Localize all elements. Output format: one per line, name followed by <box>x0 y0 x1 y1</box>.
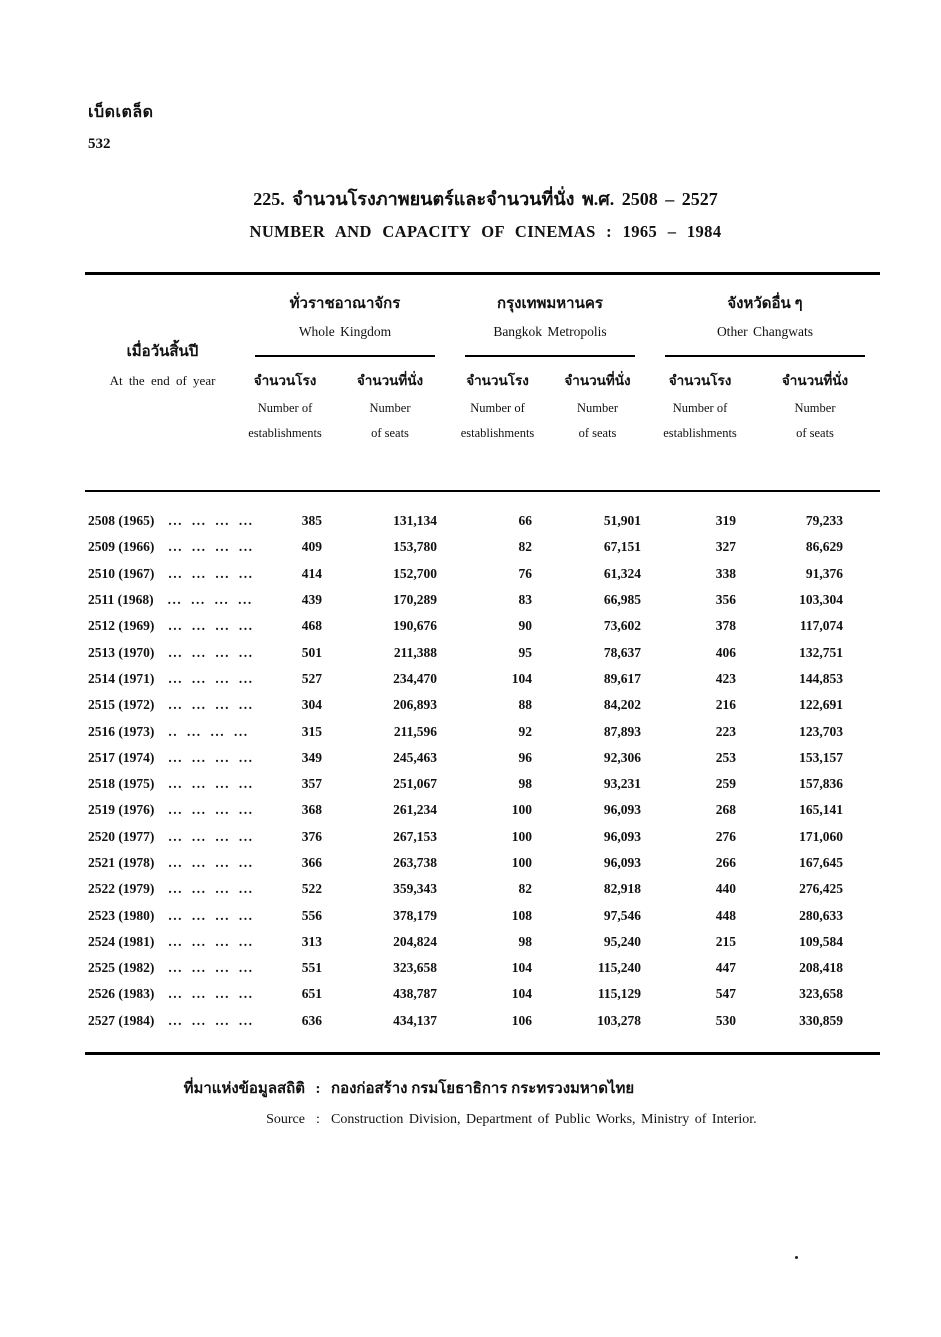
table-row <box>85 718 880 744</box>
cell-other-changwats-seats: 330,859 <box>799 1012 843 1028</box>
row-year: 2519 (1976) <box>88 802 155 818</box>
cell-bangkok-seats: 92,306 <box>603 749 641 765</box>
cell-other-changwats-establishments: 223 <box>715 723 736 739</box>
row-year-cell <box>85 828 254 845</box>
row-leader-dots: ... ... ... ... <box>168 1012 254 1028</box>
cell-bangkok-seats: 103,278 <box>597 1012 641 1028</box>
cell-other-changwats-seats: 208,418 <box>799 960 843 976</box>
cell-other-changwats-seats: 122,691 <box>799 697 843 713</box>
table-title-english: NUMBER AND CAPACITY OF CINEMAS : 1965 – 1984 <box>249 222 722 241</box>
table-title-thai: 225. จำนวนโรงภาพยนตร์และจำนวนที่นั่ง พ.ศ. 2508 – 2527 <box>253 189 718 209</box>
row-year-cell <box>85 881 254 897</box>
cell-other-changwats-establishments: 216 <box>715 697 736 713</box>
row-year: 2512 (1969) <box>88 618 155 634</box>
table-row <box>85 929 880 955</box>
cell-bangkok-establishments: 98 <box>518 776 532 792</box>
cell-other-changwats-seats: 280,633 <box>799 907 843 923</box>
row-year: 2520 (1977) <box>88 828 155 844</box>
cell-bangkok-seats: 51,901 <box>603 513 641 529</box>
subheader-english-2: establishments <box>663 426 737 440</box>
row-leader-dots: ... ... ... ... <box>168 539 254 555</box>
cell-other-changwats-establishments: 319 <box>715 513 736 529</box>
row-leader-dots: ... ... ... ... <box>168 513 254 529</box>
cell-whole-kingdom-establishments: 368 <box>301 802 322 818</box>
cell-other-changwats-seats: 109,584 <box>799 933 843 949</box>
column-group-bangkok-metropolis <box>450 275 650 441</box>
row-leader-dots: ... ... ... ... <box>168 881 254 897</box>
row-year-cell <box>85 1012 254 1029</box>
cell-other-changwats-seats: 117,074 <box>799 618 843 634</box>
row-year-cell <box>85 933 254 950</box>
cell-whole-kingdom-establishments: 439 <box>301 592 322 608</box>
cell-whole-kingdom-seats: 267,153 <box>393 828 437 844</box>
subheader-english-2: establishments <box>248 426 322 440</box>
row-year: 2513 (1970) <box>88 644 155 660</box>
cell-whole-kingdom-establishments: 556 <box>301 907 322 923</box>
subheader-thai: จำนวนที่นั่ง <box>564 373 631 388</box>
row-year: 2517 (1974) <box>88 749 155 765</box>
page-category-label: เบ็ดเตล็ด <box>88 104 154 121</box>
row-year-cell <box>85 513 254 529</box>
cinema-statistics-table <box>85 272 880 1055</box>
row-year: 2521 (1978) <box>88 855 155 870</box>
cell-bangkok-seats: 89,617 <box>603 670 641 686</box>
table-row <box>85 639 880 665</box>
source-label-thai: ที่มาแห่งข้อมูลสถิติ <box>183 1081 305 1097</box>
subheader-english-1: Number <box>369 401 411 415</box>
cell-bangkok-seats: 95,240 <box>603 933 641 949</box>
source-note <box>85 1076 865 1128</box>
cell-other-changwats-seats: 132,751 <box>799 644 843 660</box>
subheader-english-2: of seats <box>796 426 834 440</box>
cell-other-changwats-establishments: 327 <box>715 539 736 555</box>
cell-whole-kingdom-seats: 263,738 <box>393 855 437 870</box>
row-year: 2518 (1975) <box>88 776 155 792</box>
cell-whole-kingdom-seats: 359,343 <box>393 881 437 897</box>
cell-whole-kingdom-seats: 190,676 <box>393 618 437 634</box>
row-leader-dots: ... ... ... ... <box>168 644 254 660</box>
cell-bangkok-establishments: 104 <box>511 670 532 686</box>
cell-other-changwats-establishments: 253 <box>715 749 736 765</box>
cell-bangkok-establishments: 108 <box>511 907 532 923</box>
cell-other-changwats-seats: 167,645 <box>799 855 843 870</box>
group-label-english: Bangkok Metropolis <box>493 324 607 339</box>
subheader-english-1: Number of <box>257 401 313 415</box>
table-row <box>85 587 880 613</box>
cell-bangkok-establishments: 92 <box>518 723 532 739</box>
cell-bangkok-seats: 78,637 <box>603 644 641 660</box>
page-corner <box>88 100 154 153</box>
cell-bangkok-seats: 67,151 <box>603 539 641 555</box>
cell-bangkok-seats: 96,093 <box>603 802 641 818</box>
cell-bangkok-establishments: 104 <box>511 986 532 1002</box>
subheader-establishments <box>240 369 330 441</box>
source-text-thai: กองก่อสร้าง กรมโยธาธิการ กระทรวงมหาดไทย <box>331 1081 635 1097</box>
cell-whole-kingdom-seats: 153,780 <box>393 539 437 555</box>
cell-bangkok-establishments: 95 <box>518 644 532 660</box>
cell-other-changwats-establishments: 447 <box>715 960 736 976</box>
cell-whole-kingdom-establishments: 315 <box>301 723 322 739</box>
subheader-establishments <box>450 369 545 441</box>
source-label-english: Source <box>266 1112 305 1127</box>
table-row <box>85 508 880 534</box>
cell-bangkok-establishments: 83 <box>518 592 532 608</box>
group-label-english: Whole Kingdom <box>298 324 392 339</box>
subheader-seats <box>545 369 650 441</box>
cell-bangkok-seats: 84,202 <box>603 697 641 713</box>
row-year: 2511 (1968) <box>88 592 154 608</box>
subheader-row <box>240 369 450 441</box>
row-year: 2516 (1973) <box>88 723 155 739</box>
table-row <box>85 745 880 771</box>
row-leader-dots: ... ... ... ... <box>168 907 254 923</box>
row-year-cell <box>85 960 254 976</box>
source-line-english <box>85 1112 865 1128</box>
subheader-thai: จำนวนโรง <box>466 373 529 388</box>
row-year: 2514 (1971) <box>88 670 155 686</box>
row-year-cell <box>85 565 254 582</box>
row-leader-dots: .. ... ... ... <box>168 723 249 739</box>
cell-other-changwats-seats: 91,376 <box>805 565 843 581</box>
subheader-english-2: of seats <box>371 426 409 440</box>
row-leader-dots: ... ... ... ... <box>167 592 253 608</box>
cell-bangkok-establishments: 90 <box>518 618 532 634</box>
row-year-cell <box>85 644 254 661</box>
cell-whole-kingdom-establishments: 551 <box>301 960 322 976</box>
cell-bangkok-establishments: 66 <box>518 513 532 529</box>
cell-whole-kingdom-seats: 152,700 <box>393 565 437 581</box>
table-row <box>85 850 880 876</box>
cell-whole-kingdom-seats: 261,234 <box>393 802 437 818</box>
row-year-cell <box>85 618 254 634</box>
subheader-establishments <box>650 369 750 441</box>
subheader-english-2: establishments <box>460 426 535 440</box>
source-text-english: Construction Division, Department of Public Works, Ministry of Interior. <box>331 1112 757 1127</box>
row-year-cell <box>85 539 254 555</box>
subheader-english-1: Number <box>577 401 618 415</box>
cell-other-changwats-seats: 157,836 <box>799 776 843 792</box>
group-underline <box>665 355 865 357</box>
row-year: 2526 (1983) <box>88 986 155 1002</box>
cell-whole-kingdom-seats: 206,893 <box>393 697 437 713</box>
subheader-row <box>650 369 880 441</box>
table-row <box>85 981 880 1007</box>
cell-whole-kingdom-establishments: 414 <box>301 565 322 581</box>
cell-bangkok-establishments: 100 <box>511 802 532 818</box>
row-year-cell <box>85 855 254 871</box>
table-title-block <box>15 184 941 242</box>
row-header <box>85 339 240 389</box>
cell-whole-kingdom-seats: 245,463 <box>393 749 437 765</box>
group-label-english: Other Changwats <box>716 324 814 339</box>
cell-bangkok-seats: 96,093 <box>603 828 641 844</box>
cell-whole-kingdom-seats: 131,134 <box>393 513 437 529</box>
cell-whole-kingdom-seats: 170,289 <box>393 592 437 608</box>
row-year: 2508 (1965) <box>88 513 155 529</box>
row-header-thai: เมื่อวันสิ้นปี <box>126 344 199 360</box>
table-header <box>85 275 880 492</box>
row-leader-dots: ... ... ... ... <box>168 670 254 686</box>
subheader-english-1: Number of <box>470 401 525 415</box>
cell-whole-kingdom-establishments: 313 <box>301 933 322 949</box>
cell-whole-kingdom-seats: 323,658 <box>393 960 437 976</box>
cell-bangkok-establishments: 82 <box>518 539 532 555</box>
cell-other-changwats-establishments: 356 <box>715 592 736 608</box>
cell-whole-kingdom-establishments: 501 <box>301 644 322 660</box>
row-year-cell <box>85 697 254 713</box>
cell-bangkok-seats: 66,985 <box>603 592 641 608</box>
cell-bangkok-seats: 93,231 <box>603 776 641 792</box>
subheader-thai: จำนวนโรง <box>668 373 732 388</box>
row-header-english: At the end of year <box>109 373 216 388</box>
cell-whole-kingdom-seats: 211,596 <box>393 723 437 739</box>
table-body <box>85 492 880 1052</box>
cell-whole-kingdom-establishments: 304 <box>301 697 322 713</box>
subheader-thai: จำนวนที่นั่ง <box>356 373 424 388</box>
cell-bangkok-seats: 115,129 <box>597 986 641 1002</box>
page-number: 532 <box>88 136 111 152</box>
table-row <box>85 666 880 692</box>
group-label-thai: จังหวัดอื่น ๆ <box>727 296 803 312</box>
cell-other-changwats-establishments: 423 <box>715 670 736 686</box>
row-leader-dots: ... ... ... ... <box>168 697 254 713</box>
cell-whole-kingdom-establishments: 385 <box>301 513 322 529</box>
table-row <box>85 876 880 902</box>
cell-whole-kingdom-establishments: 522 <box>301 881 322 897</box>
cell-other-changwats-establishments: 530 <box>715 1012 736 1028</box>
cell-other-changwats-seats: 153,157 <box>799 749 843 765</box>
row-year-cell <box>85 723 249 740</box>
table-row <box>85 771 880 797</box>
row-leader-dots: ... ... ... ... <box>168 933 254 949</box>
cell-other-changwats-seats: 144,853 <box>799 670 843 686</box>
row-leader-dots: ... ... ... ... <box>168 828 254 844</box>
cell-other-changwats-establishments: 266 <box>715 855 736 870</box>
row-year: 2525 (1982) <box>88 960 155 976</box>
subheader-thai: จำนวนที่นั่ง <box>781 373 849 388</box>
cell-whole-kingdom-establishments: 527 <box>301 670 322 686</box>
cell-bangkok-establishments: 88 <box>518 697 532 713</box>
subheader-row <box>450 369 650 441</box>
row-leader-dots: ... ... ... ... <box>168 855 254 870</box>
row-year: 2527 (1984) <box>88 1012 155 1028</box>
cell-whole-kingdom-seats: 234,470 <box>393 670 437 686</box>
cell-other-changwats-seats: 86,629 <box>805 539 843 555</box>
cell-bangkok-establishments: 98 <box>518 933 532 949</box>
cell-bangkok-seats: 115,240 <box>597 960 641 976</box>
column-group-whole-kingdom <box>240 275 450 441</box>
scan-speck-artifact <box>795 1256 798 1259</box>
cell-whole-kingdom-seats: 204,824 <box>393 933 437 949</box>
column-group-other-changwats <box>650 275 880 441</box>
group-label-thai: ทั่วราชอาณาจักร <box>289 296 401 312</box>
row-year-cell <box>85 749 254 766</box>
row-year: 2510 (1967) <box>88 565 155 581</box>
subheader-english-1: Number of <box>672 401 728 415</box>
cell-whole-kingdom-establishments: 376 <box>301 828 322 844</box>
table-row <box>85 561 880 587</box>
cell-whole-kingdom-establishments: 349 <box>301 749 322 765</box>
cell-other-changwats-seats: 165,141 <box>799 802 843 818</box>
row-year: 2523 (1980) <box>88 907 155 923</box>
source-line-thai <box>85 1076 865 1100</box>
row-leader-dots: ... ... ... ... <box>168 749 254 765</box>
cell-whole-kingdom-seats: 378,179 <box>393 907 437 923</box>
row-leader-dots: ... ... ... ... <box>168 960 254 976</box>
cell-other-changwats-establishments: 268 <box>715 802 736 818</box>
row-year: 2509 (1966) <box>88 539 155 555</box>
cell-bangkok-establishments: 106 <box>511 1012 532 1028</box>
cell-bangkok-establishments: 100 <box>511 855 532 870</box>
row-leader-dots: ... ... ... ... <box>168 986 254 1002</box>
row-year-cell <box>85 670 254 687</box>
cell-whole-kingdom-seats: 438,787 <box>393 986 437 1002</box>
cell-whole-kingdom-establishments: 468 <box>301 618 322 634</box>
source-colon: : <box>316 1112 320 1127</box>
subheader-seats <box>750 369 880 441</box>
cell-other-changwats-establishments: 406 <box>715 644 736 660</box>
group-underline <box>255 355 435 357</box>
row-leader-dots: ... ... ... ... <box>168 618 254 634</box>
table-row <box>85 955 880 981</box>
cell-other-changwats-establishments: 378 <box>715 618 736 634</box>
row-year: 2515 (1972) <box>88 697 155 713</box>
cell-bangkok-seats: 61,324 <box>603 565 641 581</box>
row-year-cell <box>85 986 254 1002</box>
cell-other-changwats-establishments: 440 <box>715 881 736 897</box>
cell-other-changwats-establishments: 338 <box>715 565 736 581</box>
cell-bangkok-establishments: 100 <box>511 828 532 844</box>
cell-other-changwats-establishments: 259 <box>715 776 736 792</box>
cell-whole-kingdom-establishments: 636 <box>301 1012 322 1028</box>
subheader-english-2: of seats <box>578 426 617 440</box>
cell-whole-kingdom-seats: 251,067 <box>393 776 437 792</box>
row-year-cell <box>85 802 254 818</box>
row-leader-dots: ... ... ... ... <box>168 565 254 581</box>
source-colon: : <box>315 1081 321 1097</box>
cell-bangkok-seats: 97,546 <box>603 907 641 923</box>
cell-bangkok-seats: 82,918 <box>603 881 641 897</box>
cell-whole-kingdom-establishments: 366 <box>301 855 322 870</box>
cell-other-changwats-seats: 79,233 <box>805 513 843 529</box>
table-row <box>85 692 880 718</box>
table-row <box>85 902 880 928</box>
table-row <box>85 1008 880 1034</box>
cell-other-changwats-seats: 103,304 <box>799 592 843 608</box>
cell-bangkok-seats: 96,093 <box>603 855 641 870</box>
table-row <box>85 613 880 639</box>
cell-bangkok-seats: 87,893 <box>603 723 641 739</box>
cell-whole-kingdom-seats: 211,388 <box>393 644 437 660</box>
cell-other-changwats-seats: 123,703 <box>799 723 843 739</box>
cell-bangkok-seats: 73,602 <box>603 618 641 634</box>
row-year: 2524 (1981) <box>88 933 155 949</box>
cell-whole-kingdom-seats: 434,137 <box>393 1012 437 1028</box>
cell-whole-kingdom-establishments: 651 <box>301 986 322 1002</box>
table-row <box>85 797 880 823</box>
cell-whole-kingdom-establishments: 357 <box>301 776 322 792</box>
table-row <box>85 824 880 850</box>
group-underline <box>465 355 635 357</box>
subheader-seats <box>330 369 450 441</box>
cell-bangkok-establishments: 82 <box>518 881 532 897</box>
row-leader-dots: ... ... ... ... <box>168 802 254 818</box>
cell-other-changwats-seats: 171,060 <box>799 828 843 844</box>
row-year-cell <box>85 592 253 608</box>
row-year: 2522 (1979) <box>88 881 155 897</box>
cell-other-changwats-seats: 323,658 <box>799 986 843 1002</box>
cell-other-changwats-establishments: 276 <box>715 828 736 844</box>
row-year-cell <box>85 776 254 792</box>
table-row <box>85 534 880 560</box>
subheader-thai: จำนวนโรง <box>253 373 317 388</box>
subheader-english-1: Number <box>794 401 836 415</box>
group-label-thai: กรุงเทพมหานคร <box>497 296 603 312</box>
cell-whole-kingdom-establishments: 409 <box>301 539 322 555</box>
row-year-cell <box>85 907 254 924</box>
row-leader-dots: ... ... ... ... <box>168 776 254 792</box>
cell-bangkok-establishments: 104 <box>511 960 532 976</box>
cell-other-changwats-seats: 276,425 <box>799 881 843 897</box>
cell-other-changwats-establishments: 215 <box>715 933 736 949</box>
cell-other-changwats-establishments: 448 <box>715 907 736 923</box>
cell-other-changwats-establishments: 547 <box>715 986 736 1002</box>
cell-bangkok-establishments: 96 <box>518 749 532 765</box>
cell-bangkok-establishments: 76 <box>518 565 532 581</box>
